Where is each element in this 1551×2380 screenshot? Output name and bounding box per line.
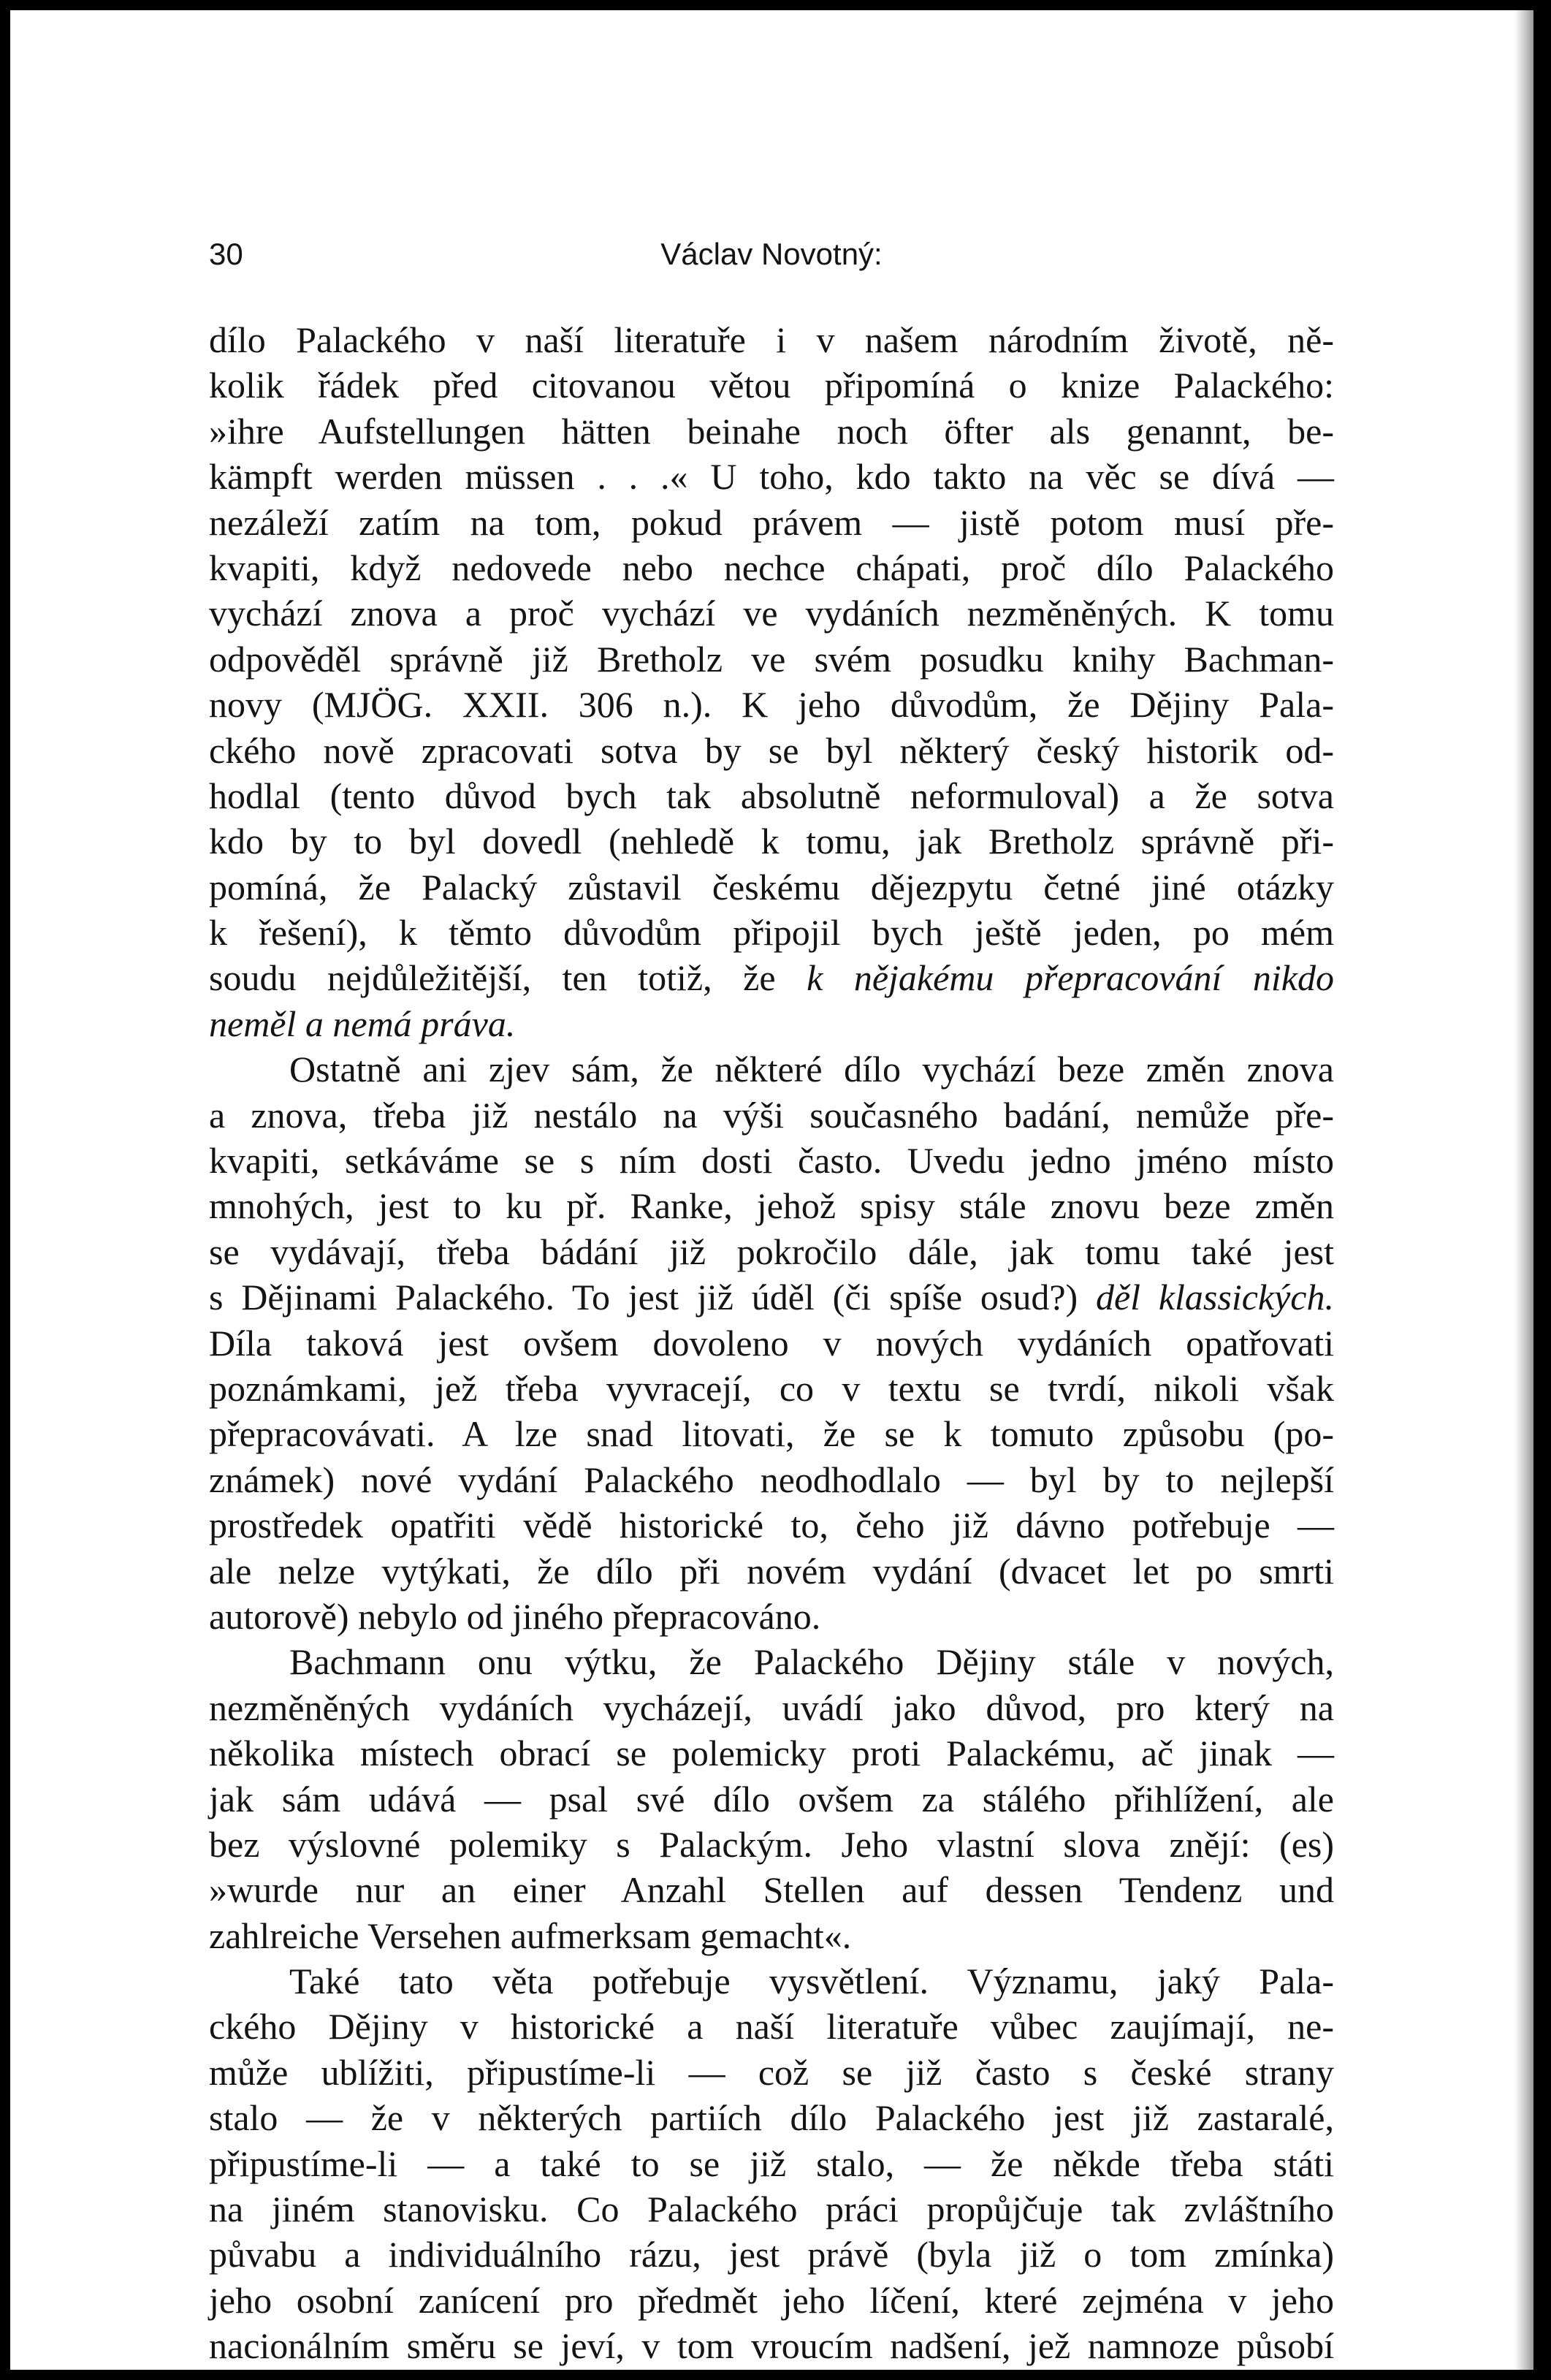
text-line: a znova, třeba již nestálo na výši současného badání, nemůže pře- <box>209 1094 1334 1136</box>
text-line: prostředek opatřiti vědě historické to, čeho již dávno potřebuje — <box>209 1505 1334 1546</box>
text-line: »ihre Aufstellungen hätten beinahe noch öfter als genannt, be- <box>209 410 1334 452</box>
scan-edge-shadow <box>1514 10 1533 2370</box>
page-number: 30 <box>209 237 243 271</box>
text-line: pomíná, že Palacký zůstavil českému dějezpytu četné jiné otázky <box>209 866 1334 908</box>
paragraph-start: Bachmann onu výtku, že Palackého Dějiny stále v nových, <box>289 1641 1334 1683</box>
text-line: kvapiti, když nedovede nebo nechce chápati, proč dílo Palackého <box>209 547 1334 588</box>
text-line: nezáleží zatím na tom, pokud právem — jistě potom musí pře- <box>209 501 1334 543</box>
text-line: známek) nové vydání Palackého neodhodlalo — byl by to nejlepší <box>209 1459 1334 1500</box>
text-line: nezměněných vydáních vycházejí, uvádí jako důvod, pro který na <box>209 1687 1334 1728</box>
text-line: jeho osobní zanícení pro předmět jeho líčení, které zejména v jeho <box>209 2279 1334 2321</box>
text-roman: s Dějinami Palackého. To jest již úděl (či spíše osud?) <box>209 1277 1096 1318</box>
text-line: přepracovávati. A lze snad litovati, že se k tomuto způsobu (po- <box>209 1413 1334 1455</box>
text-line: novy (MJÖG. XXII. 306 n.). K jeho důvodům, že Dějiny Pala- <box>209 684 1334 726</box>
text-line: poznámkami, jež třeba vyvracejí, co v textu se tvrdí, nikoli však <box>209 1367 1334 1409</box>
text-italic: neměl a nemá práva. <box>209 1003 516 1044</box>
text-line: hodlal (tento důvod bych tak absolutně neformuloval) a že sotva <box>209 775 1334 816</box>
text-line: dílo Palackého v naší literatuře i v našem národním životě, ně- <box>209 319 1334 360</box>
text-line: »wurde nur an einer Anzahl Stellen auf dessen Tendenz und <box>209 1869 1334 1911</box>
text-italic: k nějakému přepracování nikdo <box>807 957 1334 999</box>
text-roman: soudu nejdůležitější, ten totiž, že <box>209 957 807 999</box>
text-line: na jiném stanovisku. Co Palackého práci propůjčuje tak zvláštního <box>209 2189 1334 2230</box>
scanned-page <box>10 10 1533 2370</box>
text-line-mixed <box>209 1274 1334 1320</box>
text-line: ckého Dějiny v historické a naší literatuře vůbec zaujímají, ne- <box>209 2006 1334 2048</box>
text-line-mixed <box>209 955 1334 1000</box>
text-line: může ublížiti, připustíme-li — což se již často s české strany <box>209 2051 1334 2093</box>
text-line: Díla taková jest ovšem dovoleno v nových vydáních opatřovati <box>209 1322 1334 1364</box>
text-line: mnohých, jest to ku př. Ranke, jehož spisy stále znovu beze změn <box>209 1185 1334 1227</box>
text-italic: děl klassických. <box>1095 1277 1334 1318</box>
text-line: ale nelze vytýkati, že dílo při novém vydání (dvacet let po smrti <box>209 1550 1334 1592</box>
text-line: stalo — že v některých partiích dílo Palackého jest již zastaralé, <box>209 2097 1334 2139</box>
text-line: několika místech obrací se polemicky proti Palackému, ač jinak — <box>209 1733 1334 1774</box>
text-line-italic <box>209 1001 1334 1046</box>
running-title: Václav Novotný: <box>660 237 883 271</box>
text-line: se vydávají, třeba bádání již pokročilo dále, jak tomu také jest <box>209 1231 1334 1272</box>
text-line: půvabu a individuálního rázu, jest právě (byla již o tom zmínka) <box>209 2234 1334 2276</box>
text-line: kolik řádek před citovanou větou připomíná o knize Palackého: <box>209 365 1334 406</box>
text-line: kämpft werden müssen . . .« U toho, kdo takto na věc se dívá — <box>209 456 1334 498</box>
text-line: připustíme-li — a také to se již stalo, — že někde třeba státi <box>209 2143 1334 2184</box>
text-line: autorově) nebylo od jiného přepracováno. <box>209 1595 821 1637</box>
paragraph-start: Také tato věta potřebuje vysvětlení. Významu, jaký Pala- <box>289 1961 1334 2002</box>
text-line: odpověděl správně již Bretholz ve svém posudku knihy Bachman- <box>209 638 1334 680</box>
text-line: ckého nově zpracovati sotva by se byl některý český historik od- <box>209 729 1334 771</box>
text-line: vychází znova a proč vychází ve vydáních nezměněných. K tomu <box>209 593 1334 634</box>
text-line: zahlreiche Versehen aufmerksam gemacht«. <box>209 1915 852 1956</box>
text-line: kvapiti, setkáváme se s ním dosti často. Uvedu jedno jméno místo <box>209 1140 1334 1182</box>
text-line: nacionálním směru se jeví, v tom vroucím nadšení, jež namnoze působí <box>209 2325 1334 2367</box>
paragraph-start: Ostatně ani zjev sám, že některé dílo vychází beze změn znova <box>289 1049 1334 1090</box>
body-text <box>209 317 1334 2369</box>
text-line: bez výslovné polemiky s Palackým. Jeho vlastní slova znějí: (es) <box>209 1823 1334 1865</box>
text-line: kdo by to byl dovedl (nehledě k tomu, jak Bretholz správně při- <box>209 821 1334 862</box>
page-header <box>209 237 1334 281</box>
text-line: jak sám udává — psal své dílo ovšem za stálého přihlížení, ale <box>209 1778 1334 1820</box>
text-line: k řešení), k těmto důvodům připojil bych ještě jeden, po mém <box>209 912 1334 954</box>
